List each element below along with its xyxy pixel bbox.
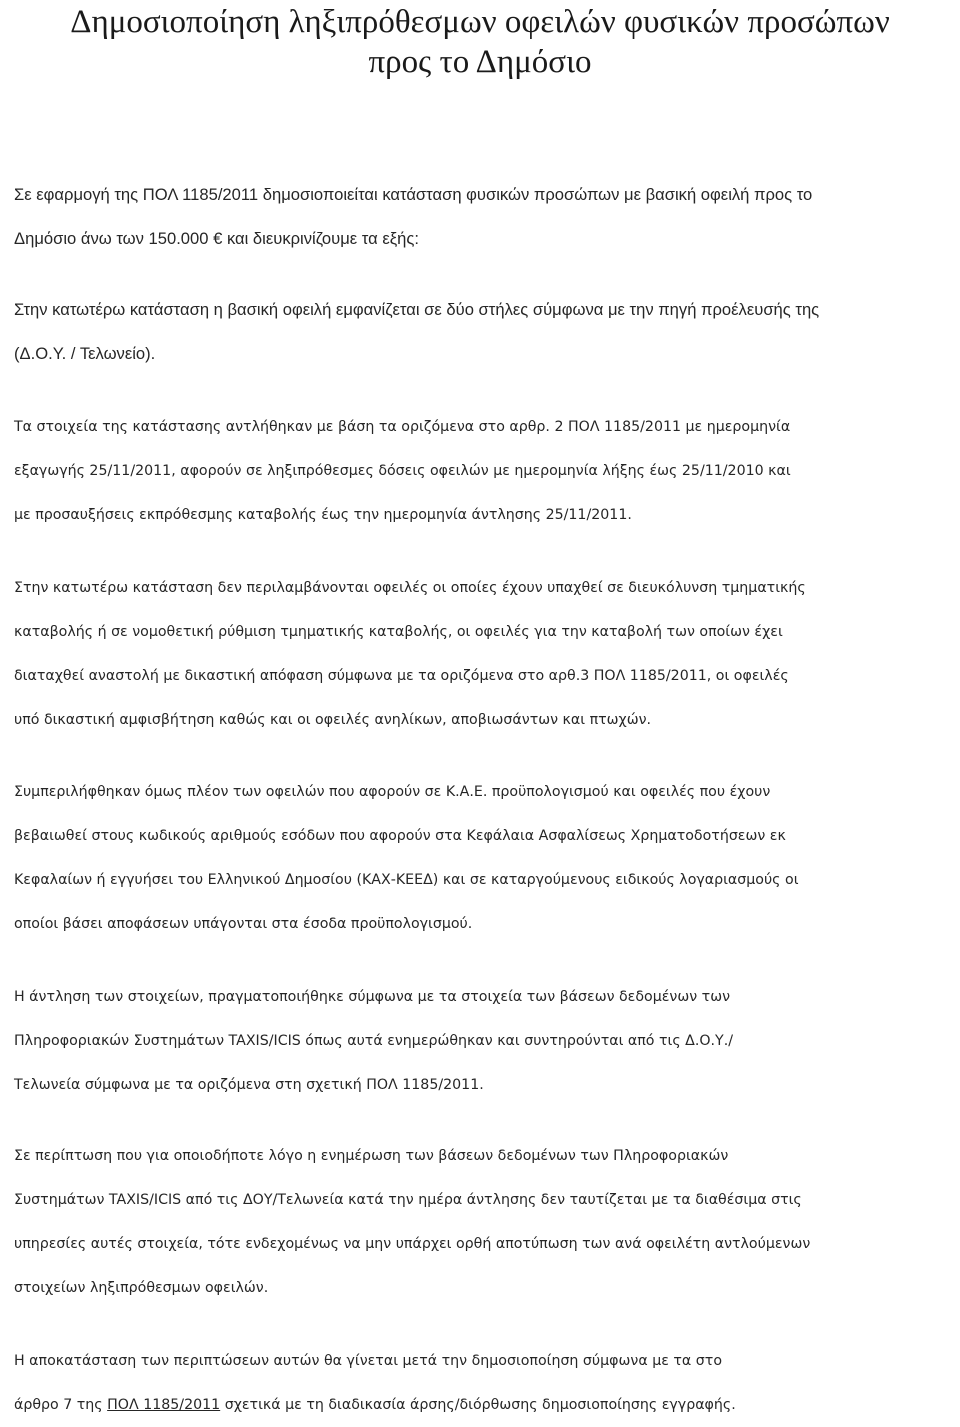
intro-line-1: Σε εφαρμογή της ΠΟΛ 1185/2011 δημοσιοποιείται κατάσταση φυσικών προσώπων με βασική οφειλή προς το: [14, 185, 813, 204]
data-basis-line-1: Τα στοιχεία της κατάστασης αντλήθηκαν με βάση τα οριζόμενα στο αρθρ. 2 ΠΟΛ 1185/2011 με ημερομηνία: [14, 419, 791, 435]
data-basis-line-2: εξαγωγής 25/11/2011, αφορούν σε ληξιπρόθεσμες δόσεις οφειλών με ημερομηνία λήξης έως 25/11/2010 και: [14, 463, 791, 479]
columns-note-line-2: (Δ.Ο.Υ. / Τελωνείο).: [14, 344, 156, 363]
pol-1185-2011-link[interactable]: ΠΟΛ 1185/2011: [107, 1397, 221, 1413]
exclusions-line-2: καταβολής ή σε νομοθετική ρύθμιση τμηματικής καταβολής, οι οφειλές για την καταβολή των οποίων έχει: [14, 624, 783, 640]
source-line-1: Η άντληση των στοιχείων, πραγματοποιήθηκε σύμφωνα με τα στοιχεία των βάσεων δεδομένων των: [14, 989, 730, 1005]
exclusions-line-4: υπό δικαστική αμφισβήτηση καθώς και οι οφειλές ανηλίκων, αποβιωσάντων και πτωχών.: [14, 712, 652, 728]
inclusions-line-4: οποίοι βάσει αποφάσεων υπάγονται στα έσοδα προϋπολογισμού.: [14, 916, 473, 932]
discrepancy-line-2: Συστημάτων TAXIS/ICIS από τις ΔΟΥ/Τελωνεία κατά την ημέρα άντλησης δεν ταυτίζεται με τα διαθέσιμα στις: [14, 1192, 802, 1208]
intro-paragraph: [14, 173, 960, 261]
source-paragraph: [14, 975, 960, 1107]
data-basis-line-3: με προσαυξήσεις εκπρόθεσμης καταβολής έως την ημερομηνία άντλησης 25/11/2011.: [14, 507, 632, 523]
exclusions-line-1: Στην κατωτέρω κατάσταση δεν περιλαμβάνονται οφειλές οι οποίες έχουν υπαχθεί σε διευκόλυνση τμηματικής: [14, 580, 806, 596]
title-line-1: Δημοσιοποίηση ληξιπρόθεσμων οφειλών φυσικών προσώπων: [70, 4, 890, 40]
source-line-2: Πληροφοριακών Συστημάτων TAXIS/ICIS όπως αυτά ενημερώθηκαν και συντηρούνται από τις Δ.Ο.Υ./: [14, 1033, 734, 1049]
discrepancy-paragraph: [14, 1134, 960, 1310]
restoration-line-2-prefix: άρθρο 7 της: [14, 1397, 108, 1413]
exclusions-line-3: διαταχθεί αναστολή με δικαστική απόφαση σύμφωνα με τα οριζόμενα στο αρθ.3 ΠΟΛ 1185/2011, οι οφειλές: [14, 668, 789, 684]
source-line-3: Τελωνεία σύμφωνα με τα οριζόμενα στη σχετική ΠΟΛ 1185/2011.: [14, 1077, 484, 1093]
page-title: [0, 2, 960, 82]
restoration-line-2-suffix: σχετικά με τη διαδικασία άρσης/διόρθωσης δημοσιοποίησης εγγραφής.: [220, 1397, 736, 1413]
inclusions-line-2: βεβαιωθεί στους κωδικούς αριθμούς εσόδων που αφορούν στα Κεφάλαια Ασφαλίσεως Χρηματοδοτήσεων εκ: [14, 828, 786, 844]
restoration-line-1: Η αποκατάσταση των περιπτώσεων αυτών θα γίνεται μετά την δημοσιοποίηση σύμφωνα με τα στο: [14, 1353, 723, 1369]
inclusions-line-3: Κεφαλαίων ή εγγυήσει του Ελληνικού Δημοσίου (ΚΑΧ-ΚΕΕΔ) και σε καταργούμενους ειδικούς λογαριασμούς οι: [14, 872, 799, 888]
inclusions-paragraph: [14, 770, 960, 946]
intro-line-2: Δημόσιο άνω των 150.000 € και διευκρινίζουμε τα εξής:: [14, 229, 419, 248]
discrepancy-line-4: στοιχείων ληξιπρόθεσμων οφειλών.: [14, 1280, 269, 1296]
restoration-paragraph: [14, 1339, 960, 1427]
columns-note-paragraph: [14, 288, 960, 376]
inclusions-line-1: Συμπεριλήφθηκαν όμως πλέον των οφειλών που αφορούν σε Κ.Α.Ε. προϋπολογισμού και οφειλές που έχουν: [14, 784, 771, 800]
discrepancy-line-3: υπηρεσίες αυτές στοιχεία, τότε ενδεχομένως να μην υπάρχει ορθή αποτύπωση των ανά οφειλέτη αντλούμενων: [14, 1236, 811, 1252]
data-basis-paragraph: [14, 405, 960, 537]
exclusions-paragraph: [14, 566, 960, 742]
columns-note-line-1: Στην κατωτέρω κατάσταση η βασική οφειλή εμφανίζεται σε δύο στήλες σύμφωνα με την πηγή προέλευσής της: [14, 300, 820, 319]
restoration-line-2: [14, 1383, 960, 1427]
title-line-2: προς το Δημόσιο: [368, 44, 592, 80]
discrepancy-line-1: Σε περίπτωση που για οποιοδήποτε λόγο η ενημέρωση των βάσεων δεδομένων των Πληροφοριακών: [14, 1148, 729, 1164]
